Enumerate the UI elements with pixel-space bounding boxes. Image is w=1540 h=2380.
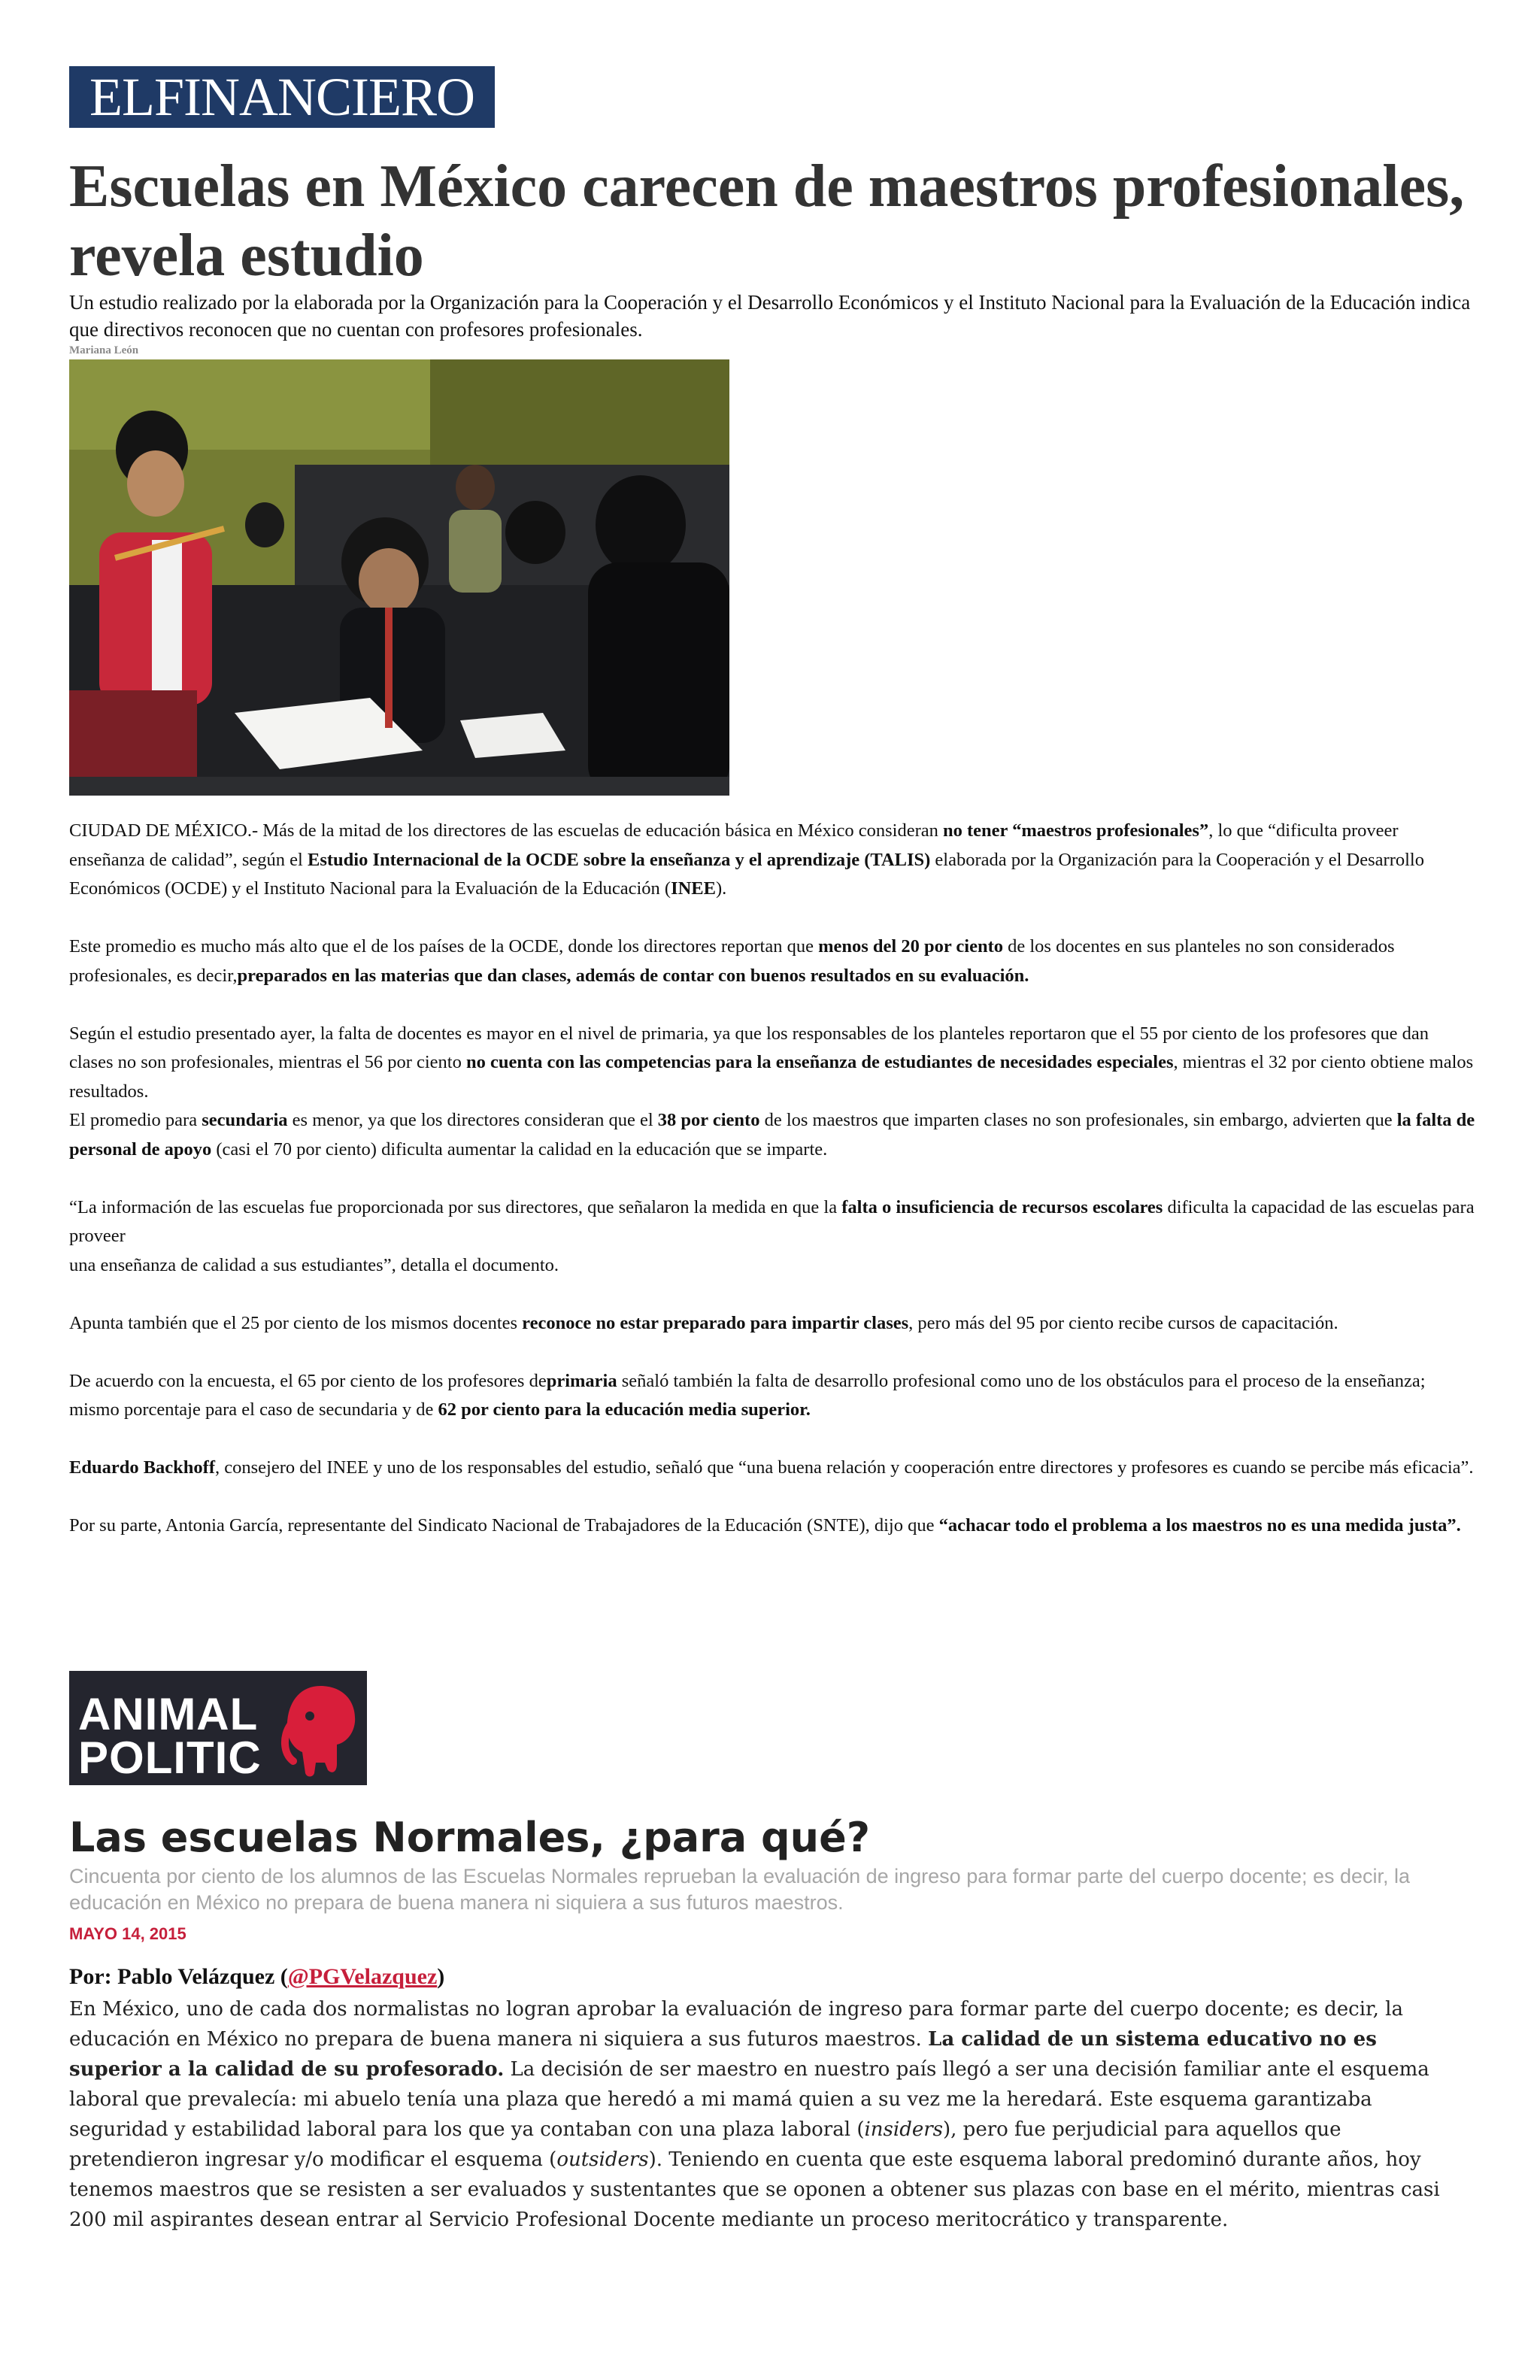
article2-body: En México, uno de cada dos normalistas no logran aprobar la evaluación de ingreso para formar parte del cuerpo docente; es decir, la educación en México no prepara de buena manera ni siquiera a sus futuros maestros. La calidad de un sistema educativo no es superior a la calidad de su profesorado. La decisión de ser maestro en nuestro país llegó a ser una decisión familiar ante el esquema laboral que prevalecía: mi abuelo tenía una plaza que heredó a mi mamá quien a su vez me la heredará. Este esquema garantizaba seguridad y estabilidad laboral para los que ya contaban con una plaza laboral (insiders), pero fue perjudicial para aquellos que pretendieron ingresar y/o modificar el esquema (outsiders). Teniendo en cuenta que este esquema laboral predominó durante años, hoy tenemos maestros que se resisten a ser evaluados y sustentantes que se oponen a obtener sus plazas con base en el mérito, mientras casi 200 mil aspirantes desean entrar al Servicio Profesional Docente mediante un proceso meritocrático y transparente.: [69, 1998, 1440, 2231]
article2-dek: Cincuenta por ciento de los alumnos de las Escuelas Normales reprueban la evaluación de ingreso para formar parte del cuerpo docente; es decir, la educación en México no prepara de buena manera ni siquiera a sus futuros maestros.: [69, 1865, 1411, 1914]
article-byline: Mariana León: [69, 344, 139, 356]
article-paragraph-4: El promedio para secundaria es menor, ya que los directores consideran que el 38 por ciento de los maestros que imparten clases no son profesionales, sin embargo, advierten que la falta de personal de apoyo (casi el 70 por ciento) dificulta aumentar la calidad en la educación que se imparte.: [69, 1110, 1475, 1160]
article-paragraph-7: De acuerdo con la encuesta, el 65 por ciento de los profesores deprimaria señaló también la falta de desarrollo profesional como uno de los obstáculos para el proceso de la enseñanza; mismo porcentaje para el caso de secundaria y de 62 por ciento para la educación media superior.: [69, 1370, 1426, 1420]
article2-date: MAYO 14, 2015: [69, 1924, 186, 1943]
article-paragraph-8: Eduardo Backhoff, consejero del INEE y uno de los responsables del estudio, señaló que “una buena relación y cooperación entre directores y profesores es cuando se percibe más eficacia”.: [69, 1457, 1474, 1478]
el-financiero-logo[interactable]: [69, 66, 495, 128]
elephant-icon: [280, 1680, 361, 1779]
article-paragraph-6: Apunta también que el 25 por ciento de los mismos docentes reconoce no estar preparado para impartir clases, pero más del 95 por ciento recibe cursos de capacitación.: [69, 1312, 1338, 1333]
el-financiero-logo-text: ELFINANCIERO: [89, 67, 474, 127]
article-body: [69, 817, 1475, 1569]
article-paragraph-1: CIUDAD DE MÉXICO.- Más de la mitad de los directores de las escuelas de educación básica en México consideran no tener “maestros profesionales”, lo que “dificulta proveer enseñanza de calidad”, según el Estudio Internacional de la OCDE sobre la enseñanza y el aprendizaje (TALIS) elaborada por la Organización para la Cooperación y el Desarrollo Económicos (OCDE) y el Instituto Nacional para la Evaluación de la Educación (INEE).: [69, 820, 1424, 899]
article-paragraph-2: Este promedio es mucho más alto que el de los países de la OCDE, donde los directores reportan que menos del 20 por ciento de los docentes en sus planteles no son considerados profesionales, es decir,preparados en las materias que dan clases, además de contar con buenos resultados en su evaluación.: [69, 936, 1395, 986]
article2-headline: Las escuelas Normales, ¿para qué?: [69, 1814, 871, 1861]
article-paragraph-9: Por su parte, Antonia García, representante del Sindicato Nacional de Trabajadores de la Educación (SNTE), dijo que “achacar todo el problema a los maestros no es una medida justa”.: [69, 1515, 1461, 1536]
article2-author: Por: Pablo Velázquez (@PGVelazquez): [69, 1964, 445, 1989]
article-dek: Un estudio realizado por la elaborada por la Organización para la Cooperación y el Desarrollo Económicos y el Instituto Nacional para la Evaluación de la Educación indica que directivos reconocen que no cuentan con profesores profesionales.: [69, 291, 1471, 341]
article-headline: Escuelas en México carecen de maestros profesionales, revela estudio: [69, 153, 1465, 289]
animal-politico-logo[interactable]: [69, 1671, 367, 1785]
animal-politico-logo-line-2: POLITIC: [78, 1733, 262, 1783]
author-twitter-link[interactable]: @PGVelazquez: [287, 1964, 438, 1989]
article-paragraph-5: “La información de las escuelas fue proporcionada por sus directores, que señalaron la medida en que la falta o insuficiencia de recursos escolares dificulta la capacidad de las escuelas para proveer una enseñanza de calidad a sus estudiantes”, detalla el documento.: [69, 1196, 1475, 1275]
classroom-photo-illustration: [69, 359, 729, 796]
animal-politico-logo-line-1: ANIMAL: [78, 1689, 259, 1739]
article-paragraph-3: Según el estudio presentado ayer, la falta de docentes es mayor en el nivel de primaria, ya que los responsables de los planteles reportaron que el 55 por ciento de los profesores que dan clases no son profesionales, mientras el 56 por ciento no cuenta con las competencias para la enseñanza de estudiantes de necesidades especiales, mientras el 32 por ciento obtiene malos resultados.: [69, 1023, 1474, 1102]
classroom-photo: [69, 359, 729, 796]
